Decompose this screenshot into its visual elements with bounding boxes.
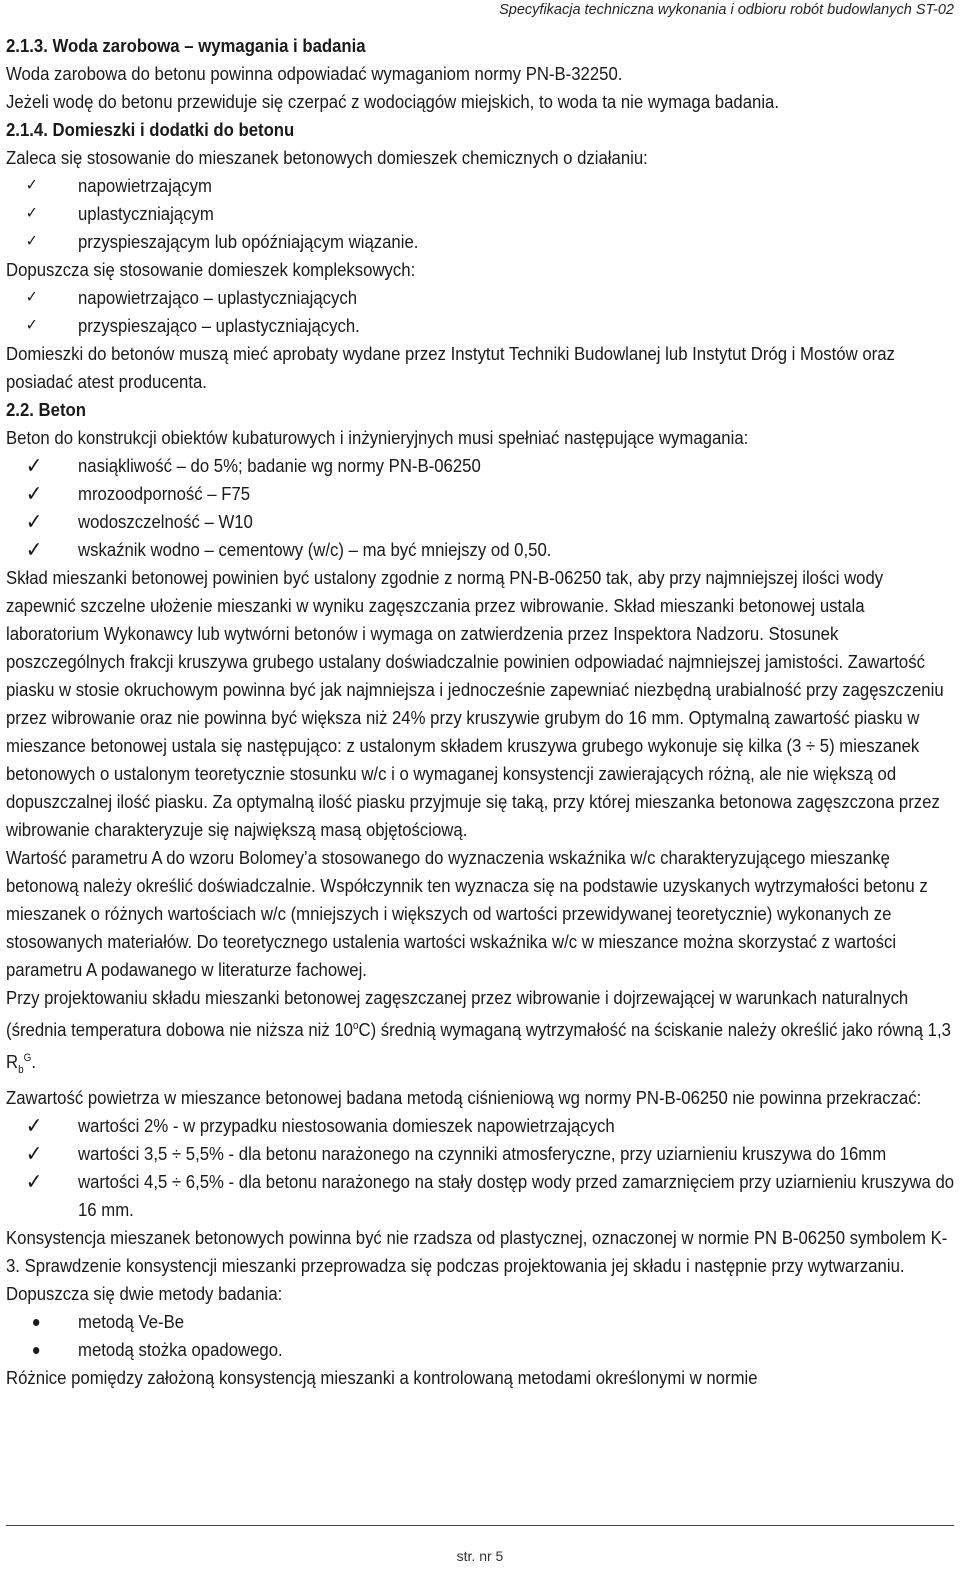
running-header: Specyfikacja techniczna wykonania i odbioru robót budowlanych ST-02 (499, 2, 954, 18)
document-body (6, 32, 956, 1392)
footer-divider (6, 1525, 954, 1526)
list-item-text: mrozoodporność – F75 (78, 483, 251, 504)
list-item (6, 1336, 956, 1364)
test-methods-list (6, 1308, 956, 1364)
paragraph: Dopuszcza się dwie metody badania: (6, 1283, 283, 1305)
check-icon: ✓ (25, 453, 43, 478)
check-icon: ✓ (25, 481, 43, 506)
check-icon: ✓ (25, 1141, 43, 1167)
paragraph: Wartość parametru A do wzoru Bolomey’a stosowanego do wyznaczenia wskaźnika w/c charakteryzującego mieszankę betonową należy określić doświadczalnie. Współczynnik ten wyznacza się na podstawie uzyskanych wytrzymałości betonu z mieszanek o różnych wartościach w/c (mniejszych i większych od wartości przewidywanej teoretycznie) wykonanych ze stosowanych materiałów. Do teoretycznego ustalenia wartości wskaźnika w/c w mieszance można skorzystać z wartości parametru A podawanego w literaturze fachowej. (6, 847, 928, 980)
concrete-requirements-list (6, 452, 956, 564)
list-item-text: metodą Ve-Be (78, 1311, 185, 1333)
air-content-list (6, 1112, 956, 1224)
paragraph: Dopuszcza się stosowanie domieszek kompleksowych: (6, 259, 416, 280)
section-heading-2-1-3: 2.1.3. Woda zarobowa – wymagania i badania (6, 35, 366, 56)
list-item (6, 1308, 956, 1336)
list-item-text: wodoszczelność – W10 (78, 511, 253, 532)
list-item (6, 284, 956, 312)
list-item (6, 508, 956, 536)
list-item-text: napowietrzająco – uplastyczniających (78, 287, 358, 308)
paragraph: Zaleca się stosowanie do mieszanek betonowych domieszek chemicznych o działaniu: (6, 147, 648, 168)
text-run: C) średnią wymaganą wytrzymałość na ściskanie należy określić jako równą 1,3 R (6, 1019, 951, 1073)
paragraph (6, 984, 956, 1084)
check-icon: ✓ (25, 537, 43, 562)
list-item (6, 228, 956, 256)
paragraph: Konsystencja mieszanek betonowych powinna być nie rzadsza od plastycznej, oznaczonej w normie PN B-06250 symbolem K-3. Sprawdzenie konsystencji mieszanki przeprowadza się podczas projektowania jej składu i następnie przy wytwarzaniu. (6, 1227, 948, 1277)
page-number: str. nr 5 (456, 1548, 504, 1564)
list-item (6, 312, 956, 340)
admixture-list (6, 172, 956, 256)
list-item-text: uplastyczniającym (78, 203, 214, 224)
text-run: Przy projektowaniu składu mieszanki betonowej zagęszczanej przez wibrowanie i dojrzewającej w warunkach naturalnych (średnia temperatura dobowa nie niższa niż 10 (6, 987, 909, 1041)
list-item (6, 1140, 956, 1168)
subscript: b (18, 1064, 24, 1077)
paragraph: Zawartość powietrza w mieszance betonowej badana metodą ciśnieniową wg normy PN-B-06250 nie powinna przekraczać: (6, 1087, 922, 1109)
list-item-text: przyspieszająco – uplastyczniających. (78, 315, 360, 336)
section-heading-2-1-4: 2.1.4. Domieszki i dodatki do betonu (6, 119, 295, 140)
list-item (6, 200, 956, 228)
list-item (6, 172, 956, 200)
paragraph: Różnice pomiędzy założoną konsystencją mieszanki a kontrolowaną metodami określonymi w normie (6, 1367, 758, 1389)
paragraph: Jeżeli wodę do betonu przewiduje się czerpać z wodociągów miejskich, to woda ta nie wymaga badania. (6, 91, 780, 112)
list-item-text: metodą stożka opadowego. (78, 1339, 283, 1361)
list-item-text: przyspieszającym lub opóźniającym wiązanie. (78, 231, 419, 252)
degree-superscript: o (352, 1020, 359, 1032)
list-item (6, 480, 956, 508)
complex-admixture-list (6, 284, 956, 340)
check-icon: ✓ (25, 233, 38, 250)
check-icon: ✓ (25, 177, 38, 194)
superscript: G (23, 1052, 32, 1065)
paragraph: Domieszki do betonów muszą mieć aprobaty wydane przez Instytut Techniki Budowlanej lub Instytut Dróg i Mostów oraz posiadać atest producenta. (6, 343, 895, 392)
check-icon: ✓ (25, 509, 43, 534)
check-icon: ✓ (25, 1113, 43, 1139)
check-icon: ✓ (25, 205, 38, 222)
bullet-icon (33, 1347, 39, 1354)
list-item (6, 452, 956, 480)
check-icon: ✓ (25, 1169, 43, 1195)
list-item-text: napowietrzającym (78, 175, 212, 196)
list-item-text: wartości 3,5 ÷ 5,5% - dla betonu narażonego na czynniki atmosferyczne, przy uziarnieniu kruszywa do 16mm (78, 1143, 887, 1165)
check-icon: ✓ (25, 317, 38, 334)
list-item (6, 1112, 956, 1140)
list-item-text: nasiąkliwość – do 5%; badanie wg normy PN-B-06250 (78, 455, 481, 476)
list-item-text: wskaźnik wodno – cementowy (w/c) – ma być mniejszy od 0,50. (78, 539, 552, 560)
check-icon: ✓ (25, 289, 38, 306)
bullet-icon (33, 1319, 39, 1326)
list-item (6, 1168, 956, 1224)
paragraph: Beton do konstrukcji obiektów kubaturowych i inżynieryjnych musi spełniać następujące wymagania: (6, 427, 749, 448)
paragraph: Skład mieszanki betonowej powinien być ustalony zgodnie z normą PN-B-06250 tak, aby przy najmniejszej ilości wody zapewnić szczelne ułożenie mieszanki w wyniku zagęszczania przez wibrowanie. Skład mieszanki betonowej ustala laboratorium Wykonawcy lub wytwórni betonów i wymaga on zatwierdzenia przez Inspektora Nadzoru. Stosunek poszczególnych frakcji kruszywa grubego ustalany doświadczalnie powinien odpowiadać najmniejszej jamistości. Zawartość piasku w stosie okruchowym powinna być jak najmniejsza i jednocześnie zapewniać niezbędną urabialność przy zagęszczeniu przez wibrowanie oraz nie powinna być większa niż 24% przy kruszywie grubym do 16 mm. Optymalną zawartość piasku w mieszance betonowej ustala się następująco: z ustalonym składem kruszywa grubego wykonuje się kilka (3 ÷ 5) mieszanek betonowych o ustalonym teoretycznie stosunku w/c i o wymaganej konsystencji zawierających różną, ale nie większą od dopuszczalnej ilość piasku. Za optymalną ilość piasku przyjmuje się taką, przy której mieszanka betonowa zagęszczona przez wibrowanie charakteryzuje się największą masą objętościową. (6, 567, 944, 840)
list-item-text: wartości 2% - w przypadku niestosowania domieszek napowietrzających (78, 1115, 615, 1137)
paragraph: Woda zarobowa do betonu powinna odpowiadać wymaganiom normy PN-B-32250. (6, 63, 623, 84)
list-item (6, 536, 956, 564)
section-heading-2-2: 2.2. Beton (6, 399, 86, 420)
list-item-text: wartości 4,5 ÷ 6,5% - dla betonu narażonego na stały dostęp wody przed zamarznięciem przy uziarnieniu kruszywa do 16 mm. (78, 1171, 955, 1221)
text-run: . (31, 1051, 36, 1073)
